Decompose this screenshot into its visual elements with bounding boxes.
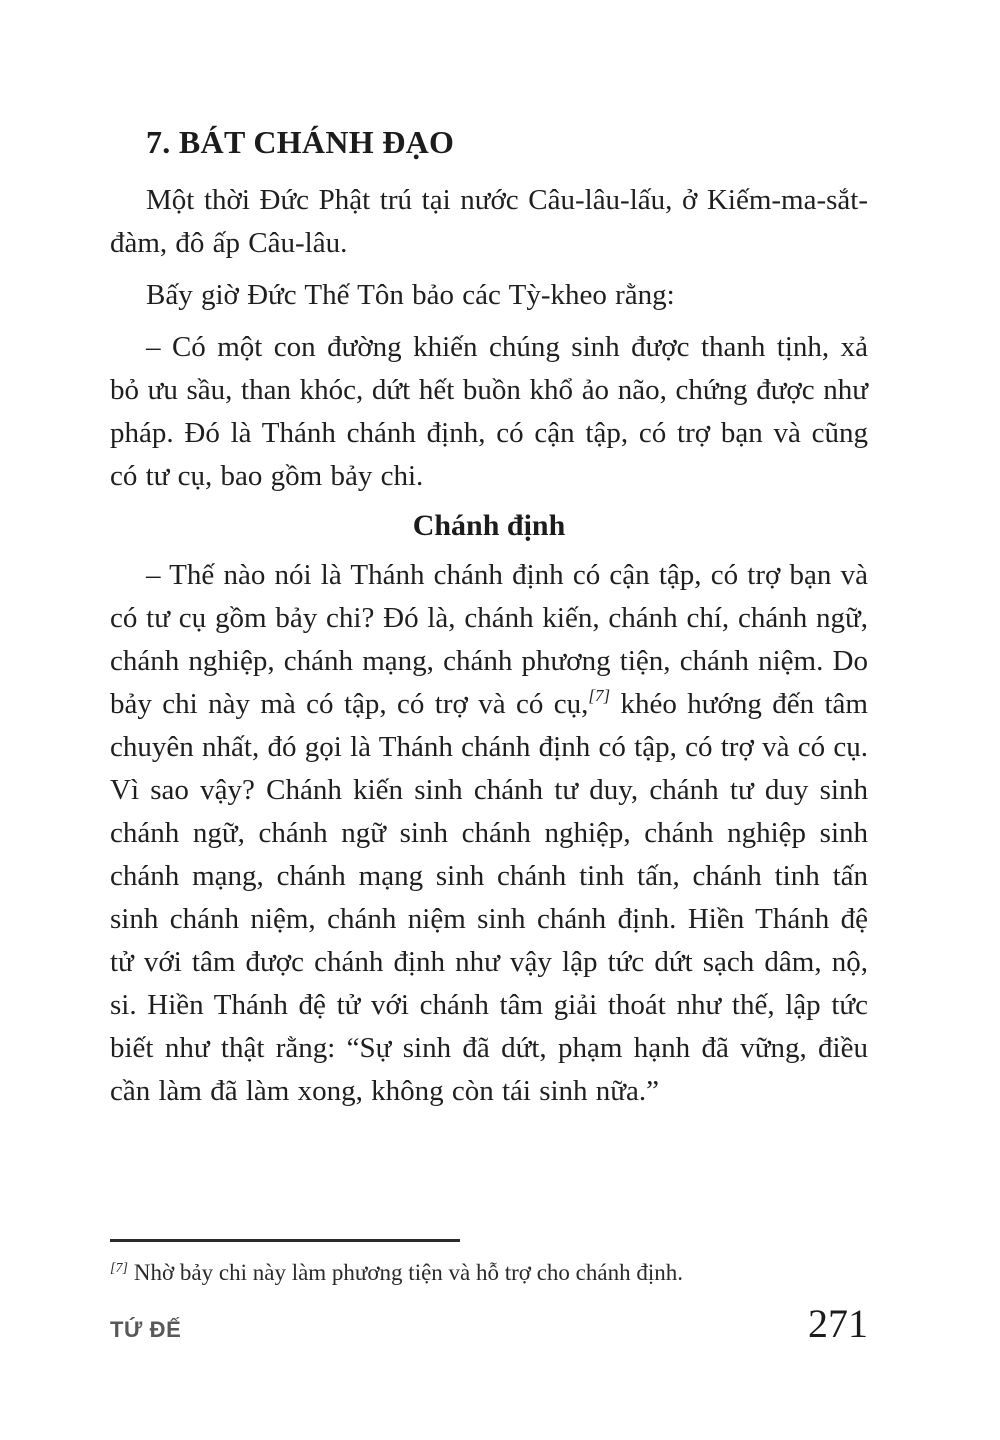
paragraph-explanation-after-note: khéo hướng đến tâm chuyên nhất, đó gọi là Thánh chánh định có tập, có trợ và có cụ. Vì sao vậy? Chánh kiến sinh chánh tư duy, chánh tư duy sinh chánh ngữ, chánh ngữ sinh chánh nghiệp, chánh nghiệp sinh chánh mạng, chánh mạng sinh chánh tinh tấn, chánh tinh tấn sinh chánh niệm, chánh niệm sinh chánh định. Hiền Thánh đệ tử với tâm được chánh định như vậy lập tức dứt sạch dâm, nộ, si. Hiền Thánh đệ tử với chánh tâm giải thoát như thế, lập tức biết như thật rằng: “Sự sinh đã dứt, phạm hạnh đã vững, điều cần làm đã làm xong, không còn tái sinh nữa.” — [110, 688, 868, 1107]
footnote-reference-marker: [7] — [588, 686, 611, 705]
paragraph-intro-location: Một thời Đức Phật trú tại nước Câu-lâu-lấu, ở Kiếm-ma-sắt-đàm, đô ấp Câu-lâu. — [110, 184, 868, 259]
footnote-marker: [7] — [110, 1261, 128, 1276]
paragraph-explanation — [110, 554, 868, 1113]
page-content — [110, 124, 868, 1122]
paragraph-explanation-before-note: – Thế nào nói là Thánh chánh định có cận tập, có trợ bạn và có tư cụ gồm bảy chi? Đó là, chánh kiến, chánh chí, chánh ngữ, chánh nghiệp, chánh mạng, chánh phương tiện, chánh niệm. Do bảy chi này mà có tập, có trợ và có cụ, — [110, 559, 868, 720]
footnote — [110, 1258, 868, 1288]
page-number: 271 — [808, 1301, 868, 1346]
section-title: 7. BÁT CHÁNH ĐẠO — [146, 124, 455, 160]
subheading-chanh-dinh: Chánh định — [412, 509, 566, 542]
page-footer — [110, 1300, 868, 1347]
running-header-section-label: TỨ ĐẾ — [110, 1317, 182, 1342]
paragraph-path-description: – Có một con đường khiến chúng sinh được thanh tịnh, xả bỏ ưu sầu, than khóc, dứt hết buồn khổ ảo não, chứng được như pháp. Đó là Thánh chánh định, có cận tập, có trợ bạn và cũng có tư cụ, bao gồm bảy chi. — [110, 331, 868, 492]
footnote-separator — [110, 1239, 460, 1242]
footnote-text: Nhờ bảy chi này làm phương tiện và hỗ trợ cho chánh định. — [133, 1260, 683, 1285]
paragraph-buddha-address: Bấy giờ Đức Thế Tôn bảo các Tỳ-kheo rằng: — [146, 279, 675, 311]
